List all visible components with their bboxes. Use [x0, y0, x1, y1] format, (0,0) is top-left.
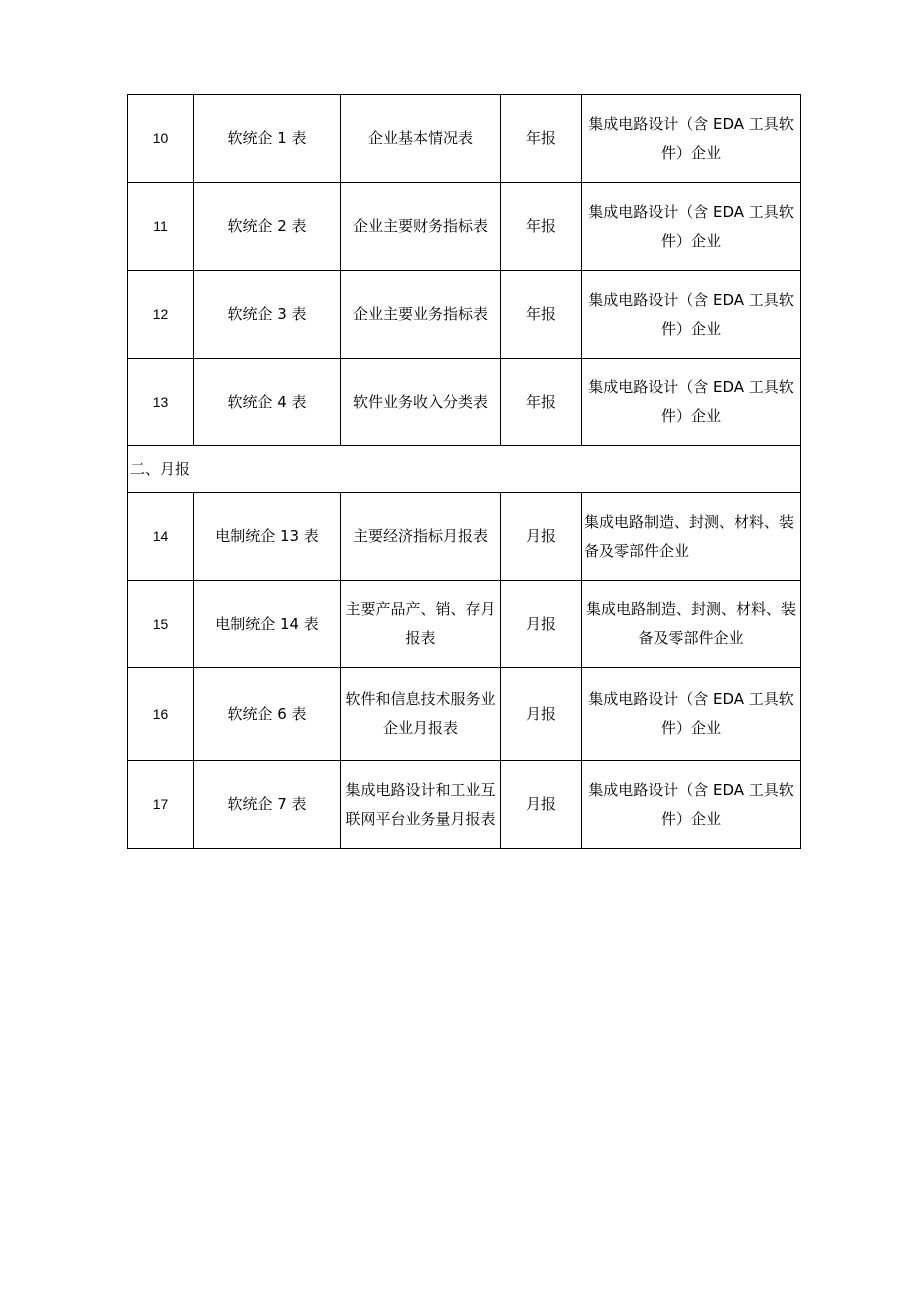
applicable-scope: 集成电路设计（含 EDA 工具软件）企业 [582, 761, 801, 849]
report-frequency: 月报 [501, 493, 582, 581]
row-number: 13 [128, 359, 194, 446]
form-code: 软统企 7 表 [194, 761, 341, 849]
report-frequency: 年报 [501, 359, 582, 446]
row-number: 11 [128, 183, 194, 271]
applicable-scope: 集成电路设计（含 EDA 工具软件）企业 [582, 668, 801, 761]
report-frequency: 月报 [501, 761, 582, 849]
form-name: 企业基本情况表 [341, 95, 501, 183]
section-title-monthly: 二、月报 [128, 446, 801, 493]
applicable-scope: 集成电路设计（含 EDA 工具软件）企业 [582, 183, 801, 271]
form-name: 软件业务收入分类表 [341, 359, 501, 446]
applicable-scope: 集成电路设计（含 EDA 工具软件）企业 [582, 359, 801, 446]
form-code: 电制统企 13 表 [194, 493, 341, 581]
table-row [128, 493, 801, 581]
report-frequency: 月报 [501, 581, 582, 668]
applicable-scope: 集成电路设计（含 EDA 工具软件）企业 [582, 271, 801, 359]
table-row [128, 95, 801, 183]
row-number: 17 [128, 761, 194, 849]
report-frequency: 月报 [501, 668, 582, 761]
form-name: 主要产品产、销、存月报表 [341, 581, 501, 668]
table-row [128, 359, 801, 446]
form-code: 电制统企 14 表 [194, 581, 341, 668]
form-name: 软件和信息技术服务业企业月报表 [341, 668, 501, 761]
form-name: 企业主要财务指标表 [341, 183, 501, 271]
table-row [128, 761, 801, 849]
table-row [128, 581, 801, 668]
report-frequency: 年报 [501, 271, 582, 359]
table-row [128, 183, 801, 271]
applicable-scope: 集成电路制造、封测、材料、装备及零部件企业 [582, 581, 801, 668]
table-row [128, 668, 801, 761]
form-name: 主要经济指标月报表 [341, 493, 501, 581]
form-name: 集成电路设计和工业互联网平台业务量月报表 [341, 761, 501, 849]
form-code: 软统企 3 表 [194, 271, 341, 359]
table-row [128, 271, 801, 359]
row-number: 16 [128, 668, 194, 761]
applicable-scope: 集成电路制造、封测、材料、装备及零部件企业 [582, 493, 801, 581]
applicable-scope: 集成电路设计（含 EDA 工具软件）企业 [582, 95, 801, 183]
form-code: 软统企 2 表 [194, 183, 341, 271]
form-name: 企业主要业务指标表 [341, 271, 501, 359]
section-header-row [128, 446, 801, 493]
row-number: 10 [128, 95, 194, 183]
report-frequency: 年报 [501, 183, 582, 271]
form-code: 软统企 4 表 [194, 359, 341, 446]
form-code: 软统企 6 表 [194, 668, 341, 761]
row-number: 15 [128, 581, 194, 668]
row-number: 14 [128, 493, 194, 581]
form-code: 软统企 1 表 [194, 95, 341, 183]
report-frequency: 年报 [501, 95, 582, 183]
report-forms-table [127, 94, 801, 849]
row-number: 12 [128, 271, 194, 359]
